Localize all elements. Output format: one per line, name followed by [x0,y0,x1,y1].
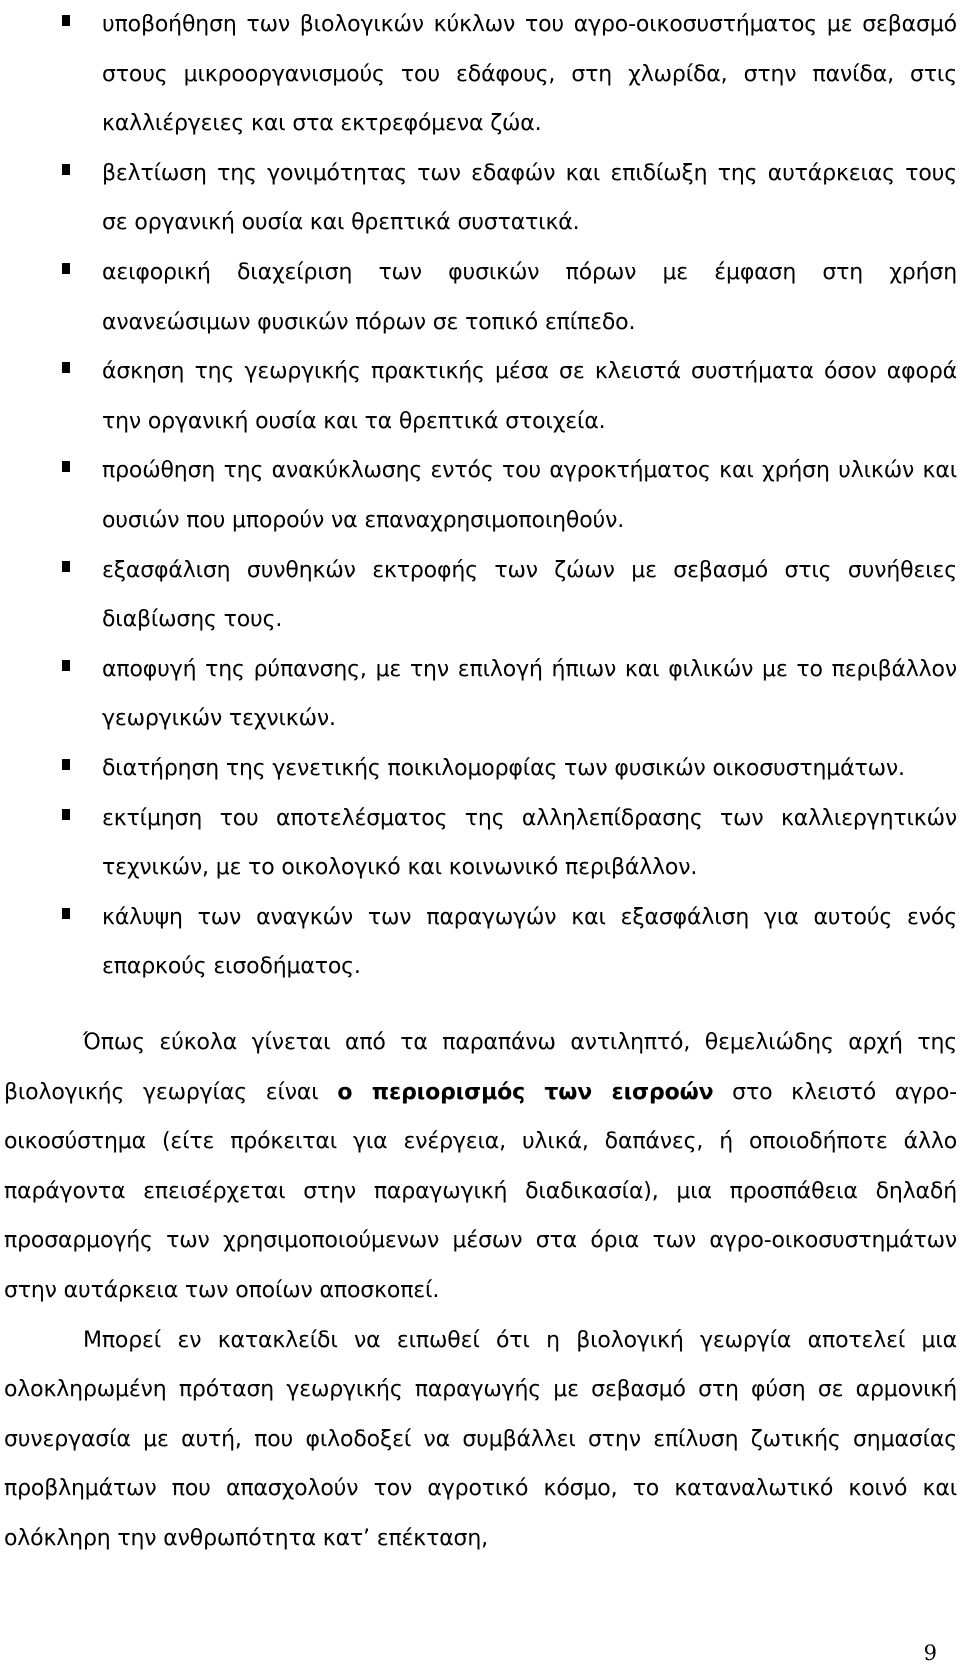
square-bullet-icon [62,362,70,373]
paragraph-input-limitation [4,1018,957,1316]
bullet-item [0,446,960,545]
paragraph-text: στο κλειστό αγρο-οικοσύστημα (είτε πρόκειται για ενέργεια, υλικά, δαπάνες, ή οποιοδήποτε άλλο παράγοντα επεισέρχεται στην παραγωγική διαδικασία), μια προσπάθεια δηλαδή προσαρμογής των χρησιμοποιούμενων μέσων στα όρια των αγρο-οικοσυστημάτων στην αυτάρκεια των οποίων αποσκοπεί. [4,1079,957,1303]
bullet-item [0,347,960,446]
square-bullet-icon [62,561,70,572]
bullet-text: υποβοήθηση των βιολογικών κύκλων του αγρο-οικοσυστήματος με σεβασμό στους μικροοργανισμούς του εδάφους, στη χλωρίδα, στην πανίδα, στις καλλιέργειες και στα εκτρεφόμενα ζώα. [102,12,957,137]
bullet-text: αειφορική διαχείριση των φυσικών πόρων με έμφαση στη χρήση ανανεώσιμων φυσικών πόρων σε τοπικό επίπεδο. [102,259,957,335]
square-bullet-icon [62,15,70,26]
square-bullet-icon [62,660,70,671]
square-bullet-icon [62,263,70,274]
bullet-item [0,794,960,893]
bullet-text: άσκηση της γεωργικής πρακτικής μέσα σε κλειστά συστήματα όσον αφορά την οργανική ουσία και τα θρεπτικά στοιχεία. [102,359,957,434]
bullet-item [0,546,960,645]
bullet-text: προώθηση της ανακύκλωσης εντός του αγροκτήματος και χρήση υλικών και ουσιών που μπορούν να επαναχρησιμοποιηθούν. [102,458,957,533]
emphasis-text: ο περιορισμός των εισροών [337,1079,714,1105]
bullet-item [0,0,960,149]
bullet-item [0,893,960,992]
square-bullet-icon [62,759,70,770]
body-text [4,1018,957,1564]
bullet-text: εκτίμηση του αποτελέσματος της αλληλεπίδρασης των καλλιεργητικών τεχνικών, με το οικολογικό και κοινωνικό περιβάλλον. [102,805,957,881]
bullet-item [0,149,960,248]
bullet-text: εξασφάλιση συνθηκών εκτροφής των ζώων με σεβασμό στις συνήθειες διαβίωσης τους. [102,557,957,633]
bullet-item [0,645,960,744]
paragraph-text: Όπως εύκολα γίνεται από τα παραπάνω αντιληπτό, θεμελιώδης αρχή της βιολογικής γεωργίας είναι [4,1030,957,1105]
square-bullet-icon [62,461,70,472]
bullet-text: κάλυψη των αναγκών των παραγωγών και εξασφάλιση για αυτούς ενός επαρκούς εισοδήματος. [102,904,957,980]
bullet-text: αποφυγή της ρύπανσης, με την επιλογή ήπιων και φιλικών με το περιβάλλον γεωργικών τεχνικών. [102,656,957,732]
bullet-text: βελτίωση της γονιμότητας των εδαφών και επιδίωξη της αυτάρκειας τους σε οργανική ουσία και θρεπτικά συστατικά. [102,160,957,236]
paragraph-conclusion: Μπορεί εν κατακλείδι να ειπωθεί ότι η βιολογική γεωργία αποτελεί μια ολοκληρωμένη πρόταση γεωργικής παραγωγής με σεβασμό στη φύση σε αρμονική συνεργασία με αυτή, που φιλοδοξεί να συμβάλλει στην επίλυση ζωτικής σημασίας προβλημάτων που απασχολούν τον αγροτικό κόσμο, το καταναλωτικό κοινό και ολόκληρη την ανθρωπότητα κατ’ επέκταση, [4,1327,957,1551]
bullet-item [0,744,960,794]
bullet-item [0,248,960,347]
square-bullet-icon [62,164,70,175]
square-bullet-icon [62,809,70,820]
square-bullet-icon [62,908,70,919]
bullet-text: διατήρηση της γενετικής ποικιλομορφίας των φυσικών οικοσυστημάτων. [102,755,905,781]
page-number: 9 [923,1641,937,1665]
